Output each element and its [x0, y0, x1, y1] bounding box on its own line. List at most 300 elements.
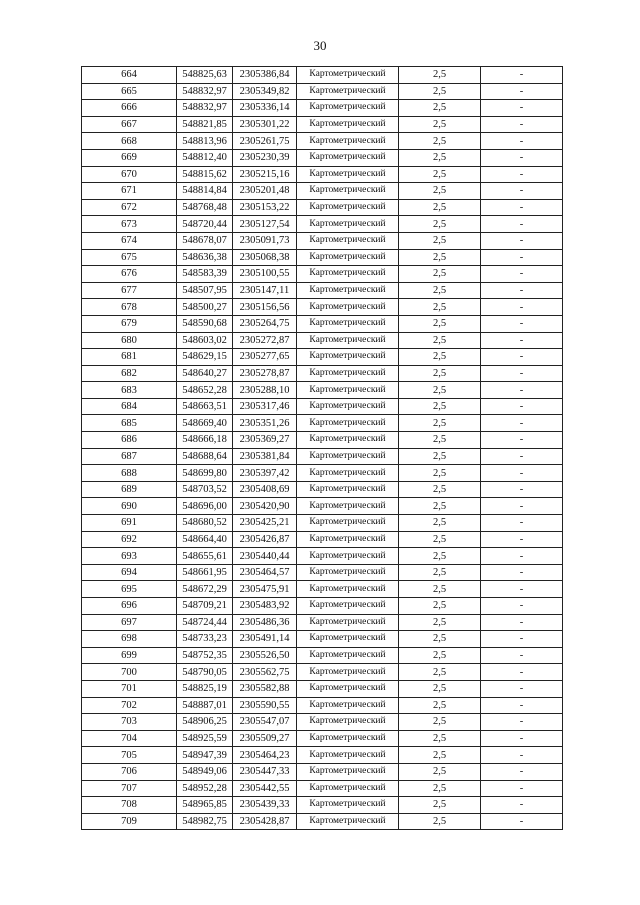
- accuracy-cell: 2,5: [399, 183, 481, 200]
- accuracy-cell: 2,5: [399, 813, 481, 830]
- x-coordinate-cell: 548790,05: [177, 664, 233, 681]
- x-coordinate-cell: 548815,62: [177, 166, 233, 183]
- description-cell: -: [481, 614, 563, 631]
- description-cell: -: [481, 216, 563, 233]
- method-cell: Картометрический: [297, 83, 399, 100]
- method-cell: Картометрический: [297, 149, 399, 166]
- y-coordinate-cell: 2305336,14: [233, 100, 297, 117]
- x-coordinate-cell: 548814,84: [177, 183, 233, 200]
- accuracy-cell: 2,5: [399, 531, 481, 548]
- table-row: [82, 232, 563, 249]
- description-cell: -: [481, 664, 563, 681]
- x-coordinate-cell: 548678,07: [177, 232, 233, 249]
- y-coordinate-cell: 2305386,84: [233, 67, 297, 84]
- method-cell: Картометрический: [297, 133, 399, 150]
- accuracy-cell: 2,5: [399, 631, 481, 648]
- y-coordinate-cell: 2305526,50: [233, 647, 297, 664]
- method-cell: Картометрический: [297, 100, 399, 117]
- x-coordinate-cell: 548949,06: [177, 763, 233, 780]
- method-cell: Картометрический: [297, 299, 399, 316]
- description-cell: -: [481, 548, 563, 565]
- table-row: [82, 216, 563, 233]
- accuracy-cell: 2,5: [399, 149, 481, 166]
- y-coordinate-cell: 2305397,42: [233, 465, 297, 482]
- point-number-cell: 672: [82, 199, 177, 216]
- accuracy-cell: 2,5: [399, 116, 481, 133]
- description-cell: -: [481, 232, 563, 249]
- accuracy-cell: 2,5: [399, 282, 481, 299]
- table-row: [82, 67, 563, 84]
- y-coordinate-cell: 2305230,39: [233, 149, 297, 166]
- point-number-cell: 671: [82, 183, 177, 200]
- description-cell: -: [481, 515, 563, 532]
- point-number-cell: 673: [82, 216, 177, 233]
- method-cell: Картометрический: [297, 498, 399, 515]
- x-coordinate-cell: 548952,28: [177, 780, 233, 797]
- x-coordinate-cell: 548906,25: [177, 714, 233, 731]
- x-coordinate-cell: 548688,64: [177, 448, 233, 465]
- description-cell: -: [481, 116, 563, 133]
- point-number-cell: 686: [82, 432, 177, 449]
- y-coordinate-cell: 2305351,26: [233, 415, 297, 432]
- y-coordinate-cell: 2305425,21: [233, 515, 297, 532]
- x-coordinate-cell: 548680,52: [177, 515, 233, 532]
- method-cell: Картометрический: [297, 780, 399, 797]
- table-row: [82, 631, 563, 648]
- accuracy-cell: 2,5: [399, 432, 481, 449]
- x-coordinate-cell: 548603,02: [177, 332, 233, 349]
- x-coordinate-cell: 548500,27: [177, 299, 233, 316]
- point-number-cell: 692: [82, 531, 177, 548]
- table-row: [82, 183, 563, 200]
- x-coordinate-cell: 548982,75: [177, 813, 233, 830]
- method-cell: Картометрический: [297, 564, 399, 581]
- table-row: [82, 680, 563, 697]
- y-coordinate-cell: 2305408,69: [233, 481, 297, 498]
- accuracy-cell: 2,5: [399, 216, 481, 233]
- point-number-cell: 670: [82, 166, 177, 183]
- y-coordinate-cell: 2305440,44: [233, 548, 297, 565]
- point-number-cell: 703: [82, 714, 177, 731]
- table-row: [82, 697, 563, 714]
- accuracy-cell: 2,5: [399, 614, 481, 631]
- accuracy-cell: 2,5: [399, 598, 481, 615]
- accuracy-cell: 2,5: [399, 664, 481, 681]
- coordinates-table: [81, 66, 563, 830]
- y-coordinate-cell: 2305277,65: [233, 349, 297, 366]
- method-cell: Картометрический: [297, 116, 399, 133]
- y-coordinate-cell: 2305491,14: [233, 631, 297, 648]
- point-number-cell: 691: [82, 515, 177, 532]
- description-cell: -: [481, 680, 563, 697]
- y-coordinate-cell: 2305156,56: [233, 299, 297, 316]
- accuracy-cell: 2,5: [399, 133, 481, 150]
- description-cell: -: [481, 697, 563, 714]
- y-coordinate-cell: 2305420,90: [233, 498, 297, 515]
- point-number-cell: 689: [82, 481, 177, 498]
- y-coordinate-cell: 2305317,46: [233, 398, 297, 415]
- y-coordinate-cell: 2305381,84: [233, 448, 297, 465]
- point-number-cell: 697: [82, 614, 177, 631]
- y-coordinate-cell: 2305547,07: [233, 714, 297, 731]
- x-coordinate-cell: 548664,40: [177, 531, 233, 548]
- y-coordinate-cell: 2305349,82: [233, 83, 297, 100]
- point-number-cell: 696: [82, 598, 177, 615]
- method-cell: Картометрический: [297, 680, 399, 697]
- description-cell: -: [481, 763, 563, 780]
- method-cell: Картометрический: [297, 797, 399, 814]
- method-cell: Картометрический: [297, 415, 399, 432]
- accuracy-cell: 2,5: [399, 166, 481, 183]
- y-coordinate-cell: 2305127,54: [233, 216, 297, 233]
- accuracy-cell: 2,5: [399, 315, 481, 332]
- point-number-cell: 684: [82, 398, 177, 415]
- point-number-cell: 674: [82, 232, 177, 249]
- description-cell: -: [481, 432, 563, 449]
- point-number-cell: 679: [82, 315, 177, 332]
- method-cell: Картометрический: [297, 548, 399, 565]
- accuracy-cell: 2,5: [399, 67, 481, 84]
- x-coordinate-cell: 548825,63: [177, 67, 233, 84]
- table-row: [82, 100, 563, 117]
- accuracy-cell: 2,5: [399, 398, 481, 415]
- y-coordinate-cell: 2305068,38: [233, 249, 297, 266]
- point-number-cell: 701: [82, 680, 177, 697]
- accuracy-cell: 2,5: [399, 382, 481, 399]
- accuracy-cell: 2,5: [399, 564, 481, 581]
- description-cell: -: [481, 282, 563, 299]
- point-number-cell: 706: [82, 763, 177, 780]
- method-cell: Картометрический: [297, 232, 399, 249]
- table-row: [82, 813, 563, 830]
- table-row: [82, 548, 563, 565]
- x-coordinate-cell: 548583,39: [177, 266, 233, 283]
- y-coordinate-cell: 2305215,16: [233, 166, 297, 183]
- y-coordinate-cell: 2305426,87: [233, 531, 297, 548]
- table-row: [82, 398, 563, 415]
- point-number-cell: 694: [82, 564, 177, 581]
- table-row: [82, 299, 563, 316]
- description-cell: -: [481, 183, 563, 200]
- point-number-cell: 687: [82, 448, 177, 465]
- point-number-cell: 666: [82, 100, 177, 117]
- accuracy-cell: 2,5: [399, 548, 481, 565]
- y-coordinate-cell: 2305272,87: [233, 332, 297, 349]
- x-coordinate-cell: 548887,01: [177, 697, 233, 714]
- accuracy-cell: 2,5: [399, 697, 481, 714]
- point-number-cell: 668: [82, 133, 177, 150]
- accuracy-cell: 2,5: [399, 199, 481, 216]
- y-coordinate-cell: 2305475,91: [233, 581, 297, 598]
- y-coordinate-cell: 2305261,75: [233, 133, 297, 150]
- x-coordinate-cell: 548832,97: [177, 100, 233, 117]
- description-cell: -: [481, 133, 563, 150]
- y-coordinate-cell: 2305278,87: [233, 365, 297, 382]
- table-row: [82, 315, 563, 332]
- description-cell: -: [481, 382, 563, 399]
- description-cell: -: [481, 581, 563, 598]
- method-cell: Картометрический: [297, 763, 399, 780]
- accuracy-cell: 2,5: [399, 730, 481, 747]
- y-coordinate-cell: 2305147,11: [233, 282, 297, 299]
- table-row: [82, 282, 563, 299]
- description-cell: -: [481, 266, 563, 283]
- page-number: 30: [313, 38, 327, 53]
- description-cell: -: [481, 299, 563, 316]
- description-cell: -: [481, 747, 563, 764]
- accuracy-cell: 2,5: [399, 797, 481, 814]
- y-coordinate-cell: 2305201,48: [233, 183, 297, 200]
- point-number-cell: 699: [82, 647, 177, 664]
- accuracy-cell: 2,5: [399, 714, 481, 731]
- x-coordinate-cell: 548832,97: [177, 83, 233, 100]
- description-cell: -: [481, 83, 563, 100]
- point-number-cell: 693: [82, 548, 177, 565]
- table-row: [82, 647, 563, 664]
- x-coordinate-cell: 548752,35: [177, 647, 233, 664]
- y-coordinate-cell: 2305301,22: [233, 116, 297, 133]
- description-cell: -: [481, 598, 563, 615]
- table-row: [82, 199, 563, 216]
- method-cell: Картометрический: [297, 448, 399, 465]
- method-cell: Картометрический: [297, 614, 399, 631]
- accuracy-cell: 2,5: [399, 780, 481, 797]
- point-number-cell: 682: [82, 365, 177, 382]
- method-cell: Картометрический: [297, 282, 399, 299]
- y-coordinate-cell: 2305100,55: [233, 266, 297, 283]
- y-coordinate-cell: 2305486,36: [233, 614, 297, 631]
- method-cell: Картометрический: [297, 664, 399, 681]
- description-cell: -: [481, 564, 563, 581]
- method-cell: Картометрический: [297, 266, 399, 283]
- description-cell: -: [481, 797, 563, 814]
- table-row: [82, 365, 563, 382]
- table-row: [82, 332, 563, 349]
- method-cell: Картометрический: [297, 515, 399, 532]
- method-cell: Картометрический: [297, 216, 399, 233]
- description-cell: -: [481, 448, 563, 465]
- x-coordinate-cell: 548640,27: [177, 365, 233, 382]
- table-row: [82, 780, 563, 797]
- method-cell: Картометрический: [297, 398, 399, 415]
- x-coordinate-cell: 548825,19: [177, 680, 233, 697]
- description-cell: -: [481, 315, 563, 332]
- point-number-cell: 665: [82, 83, 177, 100]
- accuracy-cell: 2,5: [399, 100, 481, 117]
- point-number-cell: 709: [82, 813, 177, 830]
- table-row: [82, 149, 563, 166]
- y-coordinate-cell: 2305483,92: [233, 598, 297, 615]
- method-cell: Картометрический: [297, 382, 399, 399]
- x-coordinate-cell: 548655,61: [177, 548, 233, 565]
- description-cell: -: [481, 498, 563, 515]
- point-number-cell: 677: [82, 282, 177, 299]
- table-row: [82, 465, 563, 482]
- y-coordinate-cell: 2305582,88: [233, 680, 297, 697]
- x-coordinate-cell: 548813,96: [177, 133, 233, 150]
- x-coordinate-cell: 548720,44: [177, 216, 233, 233]
- x-coordinate-cell: 548965,85: [177, 797, 233, 814]
- method-cell: Картометрический: [297, 813, 399, 830]
- accuracy-cell: 2,5: [399, 349, 481, 366]
- x-coordinate-cell: 548590,68: [177, 315, 233, 332]
- description-cell: -: [481, 531, 563, 548]
- point-number-cell: 669: [82, 149, 177, 166]
- description-cell: -: [481, 249, 563, 266]
- description-cell: -: [481, 149, 563, 166]
- y-coordinate-cell: 2305153,22: [233, 199, 297, 216]
- point-number-cell: 681: [82, 349, 177, 366]
- x-coordinate-cell: 548768,48: [177, 199, 233, 216]
- description-cell: -: [481, 813, 563, 830]
- method-cell: Картометрический: [297, 730, 399, 747]
- x-coordinate-cell: 548669,40: [177, 415, 233, 432]
- method-cell: Картометрический: [297, 67, 399, 84]
- point-number-cell: 704: [82, 730, 177, 747]
- table-row: [82, 349, 563, 366]
- description-cell: -: [481, 100, 563, 117]
- table-row: [82, 730, 563, 747]
- point-number-cell: 683: [82, 382, 177, 399]
- method-cell: Картометрический: [297, 349, 399, 366]
- point-number-cell: 698: [82, 631, 177, 648]
- x-coordinate-cell: 548709,21: [177, 598, 233, 615]
- table-row: [82, 515, 563, 532]
- table-body: [82, 67, 563, 830]
- point-number-cell: 695: [82, 581, 177, 598]
- table-row: [82, 614, 563, 631]
- description-cell: -: [481, 465, 563, 482]
- method-cell: Картометрический: [297, 747, 399, 764]
- accuracy-cell: 2,5: [399, 299, 481, 316]
- point-number-cell: 700: [82, 664, 177, 681]
- accuracy-cell: 2,5: [399, 365, 481, 382]
- point-number-cell: 678: [82, 299, 177, 316]
- description-cell: -: [481, 647, 563, 664]
- method-cell: Картометрический: [297, 166, 399, 183]
- point-number-cell: 676: [82, 266, 177, 283]
- x-coordinate-cell: 548925,59: [177, 730, 233, 747]
- y-coordinate-cell: 2305590,55: [233, 697, 297, 714]
- table-row: [82, 481, 563, 498]
- x-coordinate-cell: 548812,40: [177, 149, 233, 166]
- accuracy-cell: 2,5: [399, 581, 481, 598]
- accuracy-cell: 2,5: [399, 266, 481, 283]
- accuracy-cell: 2,5: [399, 647, 481, 664]
- method-cell: Картометрический: [297, 581, 399, 598]
- table-row: [82, 531, 563, 548]
- table-row: [82, 448, 563, 465]
- accuracy-cell: 2,5: [399, 747, 481, 764]
- table-row: [82, 797, 563, 814]
- y-coordinate-cell: 2305264,75: [233, 315, 297, 332]
- table-row: [82, 598, 563, 615]
- table-row: [82, 498, 563, 515]
- point-number-cell: 688: [82, 465, 177, 482]
- y-coordinate-cell: 2305288,10: [233, 382, 297, 399]
- table-row: [82, 763, 563, 780]
- table-row: [82, 249, 563, 266]
- x-coordinate-cell: 548663,51: [177, 398, 233, 415]
- method-cell: Картометрический: [297, 315, 399, 332]
- table-row: [82, 581, 563, 598]
- accuracy-cell: 2,5: [399, 481, 481, 498]
- accuracy-cell: 2,5: [399, 448, 481, 465]
- y-coordinate-cell: 2305369,27: [233, 432, 297, 449]
- method-cell: Картометрический: [297, 465, 399, 482]
- point-number-cell: 690: [82, 498, 177, 515]
- x-coordinate-cell: 548629,15: [177, 349, 233, 366]
- accuracy-cell: 2,5: [399, 763, 481, 780]
- accuracy-cell: 2,5: [399, 515, 481, 532]
- point-number-cell: 664: [82, 67, 177, 84]
- description-cell: -: [481, 199, 563, 216]
- table-row: [82, 714, 563, 731]
- x-coordinate-cell: 548696,00: [177, 498, 233, 515]
- accuracy-cell: 2,5: [399, 415, 481, 432]
- method-cell: Картометрический: [297, 199, 399, 216]
- y-coordinate-cell: 2305464,23: [233, 747, 297, 764]
- description-cell: -: [481, 481, 563, 498]
- description-cell: -: [481, 730, 563, 747]
- table-row: [82, 747, 563, 764]
- x-coordinate-cell: 548672,29: [177, 581, 233, 598]
- accuracy-cell: 2,5: [399, 498, 481, 515]
- point-number-cell: 667: [82, 116, 177, 133]
- method-cell: Картометрический: [297, 647, 399, 664]
- y-coordinate-cell: 2305442,55: [233, 780, 297, 797]
- y-coordinate-cell: 2305439,33: [233, 797, 297, 814]
- point-number-cell: 675: [82, 249, 177, 266]
- description-cell: -: [481, 166, 563, 183]
- point-number-cell: 705: [82, 747, 177, 764]
- table-row: [82, 166, 563, 183]
- description-cell: -: [481, 415, 563, 432]
- table-row: [82, 432, 563, 449]
- method-cell: Картометрический: [297, 332, 399, 349]
- description-cell: -: [481, 332, 563, 349]
- y-coordinate-cell: 2305428,87: [233, 813, 297, 830]
- point-number-cell: 685: [82, 415, 177, 432]
- method-cell: Картометрический: [297, 365, 399, 382]
- description-cell: -: [481, 398, 563, 415]
- x-coordinate-cell: 548661,95: [177, 564, 233, 581]
- y-coordinate-cell: 2305091,73: [233, 232, 297, 249]
- table-row: [82, 664, 563, 681]
- table-row: [82, 564, 563, 581]
- x-coordinate-cell: 548733,23: [177, 631, 233, 648]
- y-coordinate-cell: 2305562,75: [233, 664, 297, 681]
- x-coordinate-cell: 548703,52: [177, 481, 233, 498]
- point-number-cell: 702: [82, 697, 177, 714]
- point-number-cell: 680: [82, 332, 177, 349]
- table-row: [82, 266, 563, 283]
- x-coordinate-cell: 548666,18: [177, 432, 233, 449]
- method-cell: Картометрический: [297, 531, 399, 548]
- point-number-cell: 707: [82, 780, 177, 797]
- description-cell: -: [481, 365, 563, 382]
- y-coordinate-cell: 2305509,27: [233, 730, 297, 747]
- method-cell: Картометрический: [297, 697, 399, 714]
- y-coordinate-cell: 2305464,57: [233, 564, 297, 581]
- y-coordinate-cell: 2305447,33: [233, 763, 297, 780]
- accuracy-cell: 2,5: [399, 465, 481, 482]
- method-cell: Картометрический: [297, 481, 399, 498]
- accuracy-cell: 2,5: [399, 83, 481, 100]
- x-coordinate-cell: 548507,95: [177, 282, 233, 299]
- description-cell: -: [481, 631, 563, 648]
- accuracy-cell: 2,5: [399, 680, 481, 697]
